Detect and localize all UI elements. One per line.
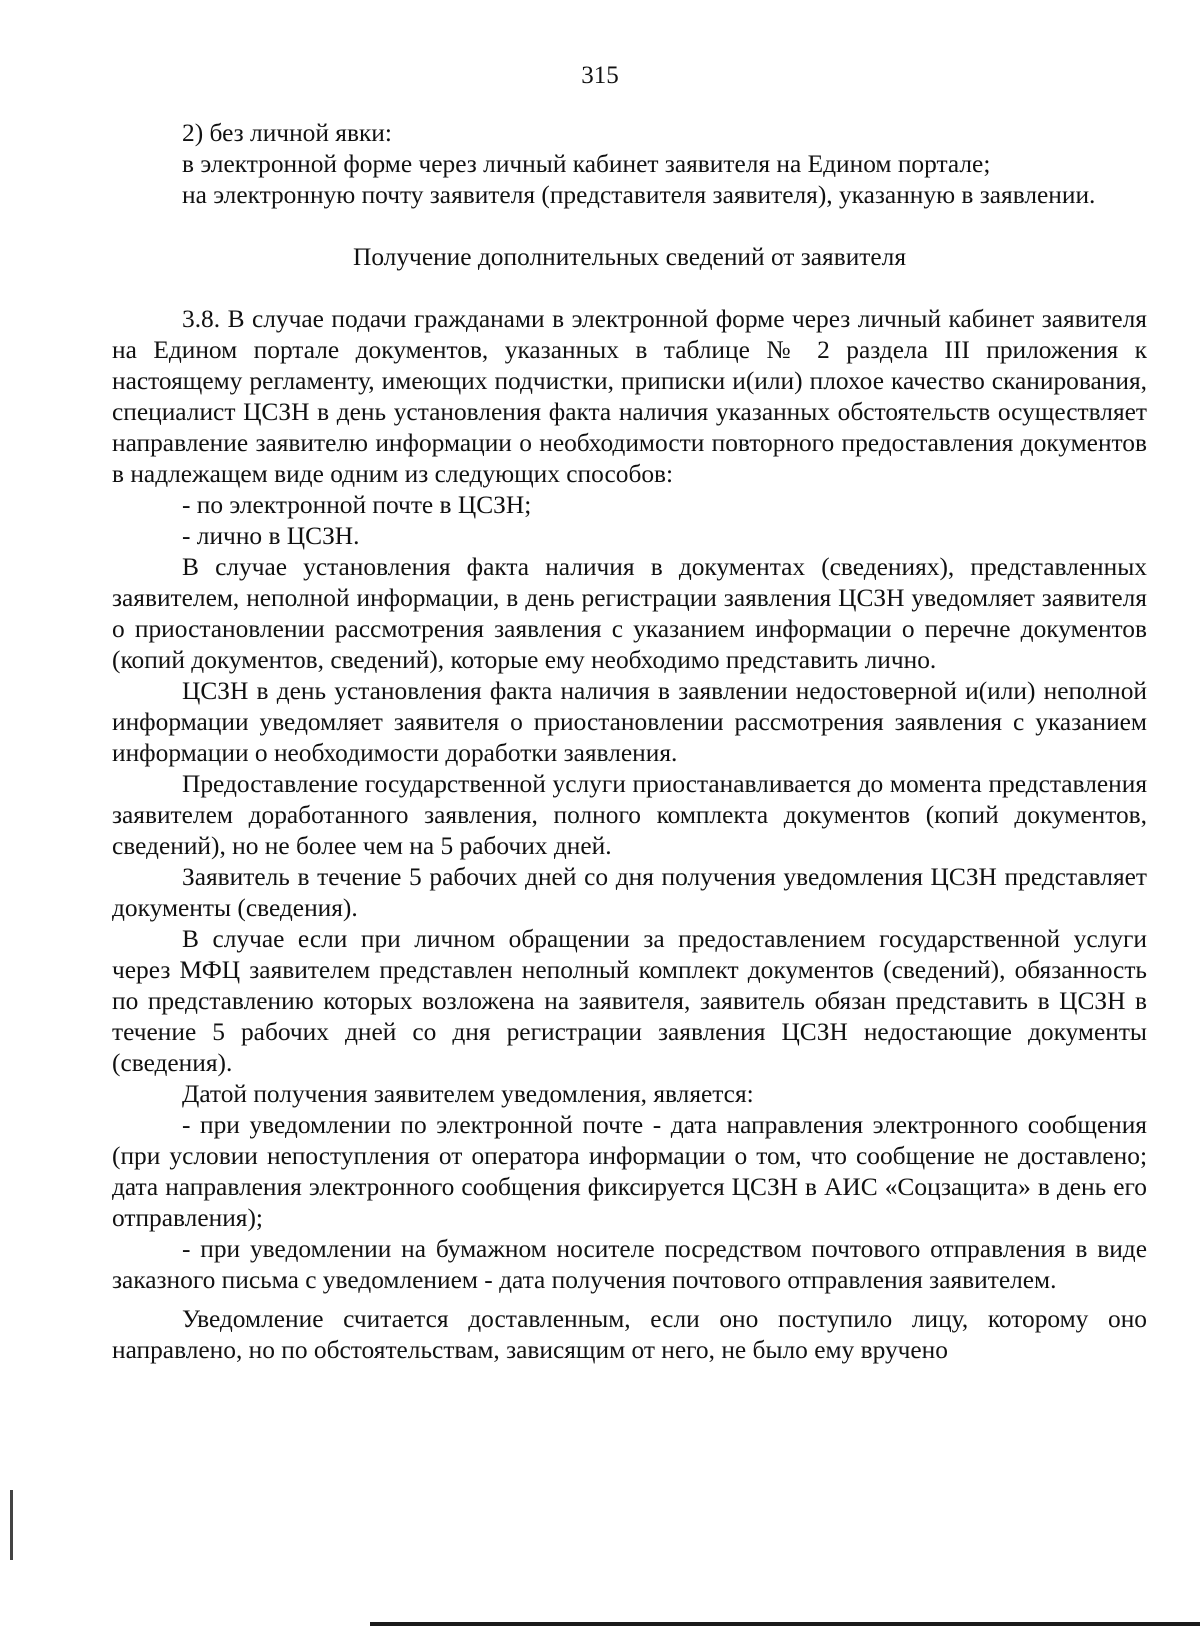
document-body bbox=[112, 118, 1147, 1366]
section-heading: Получение дополнительных сведений от заявителя bbox=[352, 243, 907, 271]
scan-bottom-edge bbox=[370, 1622, 1200, 1626]
paragraph: Заявитель в течение 5 рабочих дней со дня получения уведомления ЦСЗН представляет документы (сведения). bbox=[112, 863, 1147, 922]
paragraph: на электронную почту заявителя (представителя заявителя), указанную в заявлении. bbox=[182, 181, 1096, 209]
paragraph: в электронной форме через личный кабинет заявителя на Едином портале; bbox=[182, 150, 991, 178]
list-item: - при уведомлении на бумажном носителе посредством почтового отправления в виде заказного письма с уведомлением - дата получения почтового отправления заявителем. bbox=[112, 1235, 1147, 1294]
list-item: - при уведомлении по электронной почте - дата направления электронного сообщения (при условии непоступления от оператора информации о том, что сообщение не доставлено; дата направления электронного сообщения фиксируется ЦСЗН в АИС «Соцзащита» в день его отправления); bbox=[112, 1111, 1147, 1232]
paragraph: 3.8. В случае подачи гражданами в электронной форме через личный кабинет заявителя на Едином портале документов, указанных в таблице № 2 раздела III приложения к настоящему регламенту, имеющих подчистки, приписки и(или) плохое качество сканирования, специалист ЦСЗН в день установления факта наличия указанных обстоятельств осуществляет направление заявителю информации о необходимости повторного предоставления документов в надлежащем виде одним из следующих способов: bbox=[112, 305, 1147, 488]
paragraph: Датой получения заявителем уведомления, является: bbox=[182, 1080, 754, 1108]
paragraph: В случае установления факта наличия в документах (сведениях), представленных заявителем, неполной информации, в день регистрации заявления ЦСЗН уведомляет заявителя о приостановлении рассмотрения заявления с указанием информации о перечне документов (копий документов, сведений), которые ему необходимо представить лично. bbox=[112, 553, 1147, 674]
paragraph: ЦСЗН в день установления факта наличия в заявлении недостоверной и(или) неполной информации уведомляет заявителя о приостановлении рассмотрения заявления с указанием информации о необходимости доработки заявления. bbox=[112, 677, 1147, 767]
page-number: 315 bbox=[581, 62, 619, 89]
paragraph: В случае если при личном обращении за предоставлением государственной услуги через МФЦ заявителем представлен неполный комплект документов (сведений), обязанность по представлению которых возложена на заявителя, заявитель обязан представить в ЦСЗН в течение 5 рабочих дней со дня регистрации заявления ЦСЗН недостающие документы (сведения). bbox=[112, 925, 1147, 1077]
list-item: - по электронной почте в ЦСЗН; bbox=[182, 491, 532, 519]
scan-edge-mark bbox=[10, 1490, 13, 1560]
list-item: - лично в ЦСЗН. bbox=[182, 522, 360, 550]
paragraph: Предоставление государственной услуги приостанавливается до момента представления заявителем доработанного заявления, полного комплекта документов (копий документов, сведений), но не более чем на 5 рабочих дней. bbox=[112, 770, 1147, 860]
paragraph: 2) без личной явки: bbox=[182, 119, 392, 147]
paragraph: Уведомление считается доставленным, если оно поступило лицу, которому оно направлено, но по обстоятельствам, зависящим от него, не было ему вручено bbox=[112, 1305, 1147, 1364]
